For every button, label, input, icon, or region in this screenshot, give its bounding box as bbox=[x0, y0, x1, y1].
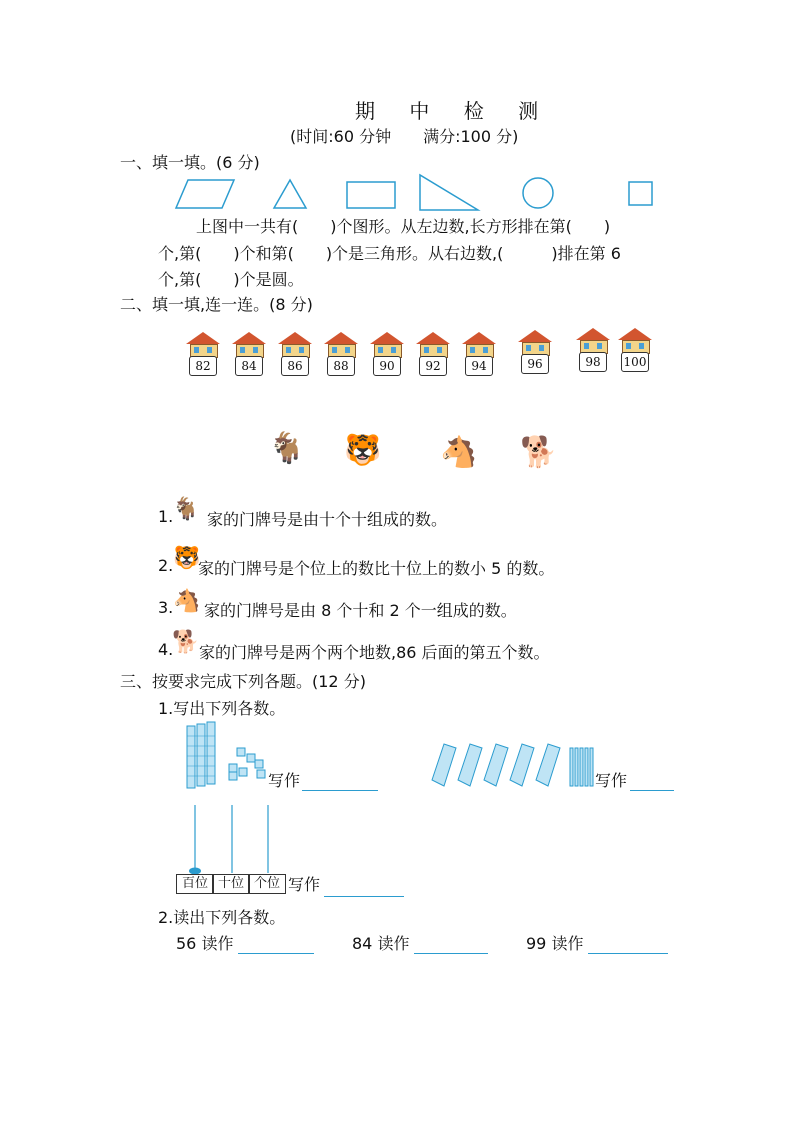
s1-line1: 上图中一共有( )个图形。从左边数,长方形排在第( ) bbox=[196, 217, 611, 236]
horse-icon: 🐴 bbox=[173, 589, 201, 614]
section1-heading: 一、填一填。(6 分) bbox=[120, 153, 260, 172]
read-blank-99[interactable] bbox=[588, 953, 668, 954]
read-label-99: 99 读作 bbox=[526, 934, 584, 953]
s3-sub1: 1.写出下列各数。 bbox=[158, 699, 286, 718]
parallelogram-shape bbox=[176, 180, 234, 208]
read-blank-56[interactable] bbox=[238, 953, 314, 954]
house-82 bbox=[186, 330, 220, 378]
triangle-shape bbox=[274, 180, 306, 208]
horse-icon: 🐴 bbox=[440, 435, 478, 470]
dog-icon: 🐕 bbox=[172, 630, 200, 655]
house-number: 92 bbox=[419, 356, 447, 376]
read-blank-84[interactable] bbox=[414, 953, 488, 954]
q2-number: 2. bbox=[158, 556, 174, 575]
pv-tens: 十位 bbox=[212, 874, 250, 894]
q1-text: 家的门牌号是由十个十组成的数。 bbox=[207, 510, 448, 529]
square-shape bbox=[629, 182, 652, 205]
goat-icon: 🐐 bbox=[268, 431, 306, 466]
q1-number: 1. bbox=[158, 507, 174, 526]
s1-line3: 个,第( )个是圆。 bbox=[158, 270, 304, 289]
rectangle-shape bbox=[347, 182, 395, 208]
house-number: 84 bbox=[235, 356, 263, 376]
write-blank-2[interactable] bbox=[630, 790, 674, 791]
s1-line2: 个,第( )个和第( )个是三角形。从右边数,( )排在第 6 bbox=[158, 244, 621, 263]
house-96 bbox=[518, 328, 552, 376]
read-label-56: 56 读作 bbox=[176, 934, 234, 953]
house-number: 94 bbox=[465, 356, 493, 376]
tiger-icon: 🐯 bbox=[344, 433, 382, 468]
pv-ones: 个位 bbox=[248, 874, 286, 894]
q2-text: 家的门牌号是个位上的数比十位上的数小 5 的数。 bbox=[198, 559, 555, 578]
write-label-3: 写作 bbox=[288, 875, 321, 894]
right-triangle-shape bbox=[420, 175, 478, 210]
house-number: 100 bbox=[621, 352, 649, 372]
s3-sub2: 2.读出下列各数。 bbox=[158, 908, 286, 927]
house-number: 90 bbox=[373, 356, 401, 376]
page-subtitle: (时间:60 分钟 满分:100 分) bbox=[290, 127, 519, 146]
q4-number: 4. bbox=[158, 640, 174, 659]
tiger-icon: 🐯 bbox=[173, 546, 201, 571]
q3-number: 3. bbox=[158, 598, 174, 617]
shapes-figure bbox=[170, 172, 670, 214]
section3-heading: 三、按要求完成下列各题。(12 分) bbox=[120, 672, 366, 691]
house-94 bbox=[462, 330, 496, 378]
write-blank-1[interactable] bbox=[302, 790, 378, 791]
dog-icon: 🐕 bbox=[520, 435, 558, 470]
circle-shape bbox=[523, 178, 553, 208]
place-value-abacus bbox=[180, 805, 290, 875]
house-86 bbox=[278, 330, 312, 378]
house-number: 96 bbox=[521, 354, 549, 374]
house-88 bbox=[324, 330, 358, 378]
house-98 bbox=[576, 326, 610, 374]
house-number: 86 bbox=[281, 356, 309, 376]
pv-hundreds: 百位 bbox=[176, 874, 214, 894]
house-number: 88 bbox=[327, 356, 355, 376]
write-label-2: 写作 bbox=[595, 771, 628, 790]
q4-text: 家的门牌号是两个两个地数,86 后面的第五个数。 bbox=[199, 643, 550, 662]
house-number: 82 bbox=[189, 356, 217, 376]
house-number: 98 bbox=[579, 352, 607, 372]
goat-icon: 🐐 bbox=[172, 497, 200, 522]
section2-heading: 二、填一填,连一连。(8 分) bbox=[120, 295, 313, 314]
q3-text: 家的门牌号是由 8 个十和 2 个一组成的数。 bbox=[204, 601, 517, 620]
write-blank-3[interactable] bbox=[324, 896, 404, 897]
house-100 bbox=[618, 326, 652, 374]
house-92 bbox=[416, 330, 450, 378]
write-label-1: 写作 bbox=[268, 771, 301, 790]
base-ten-blocks bbox=[185, 720, 270, 792]
house-90 bbox=[370, 330, 404, 378]
stick-bundles bbox=[430, 740, 595, 790]
page-title: 期 中 检 测 bbox=[355, 99, 553, 123]
read-label-84: 84 读作 bbox=[352, 934, 410, 953]
house-84 bbox=[232, 330, 266, 378]
